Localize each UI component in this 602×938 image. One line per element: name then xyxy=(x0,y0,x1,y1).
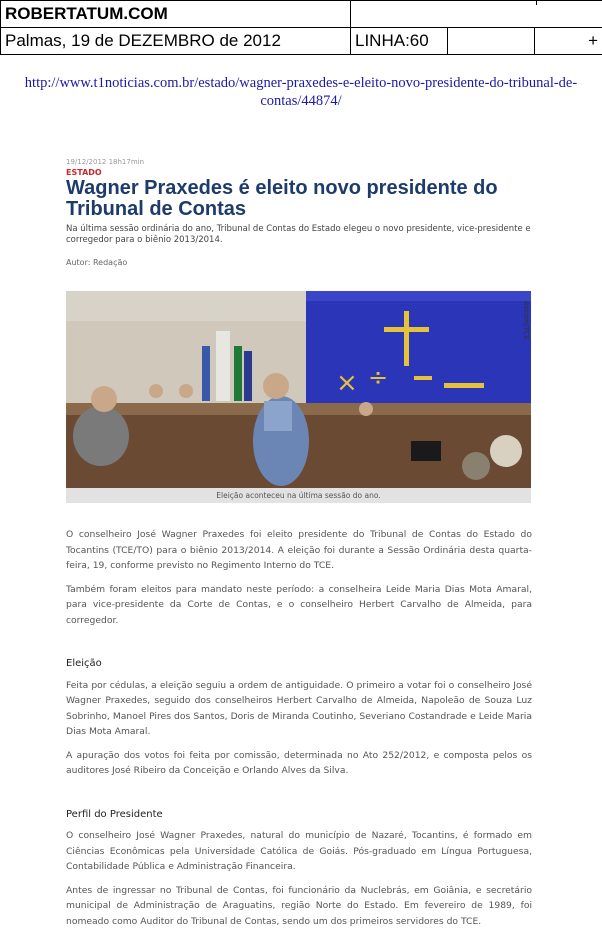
header-empty-cell xyxy=(351,1,602,28)
heading-perfil: Perfil do Presidente xyxy=(66,808,163,820)
article-author: Autor: Redação xyxy=(66,258,128,267)
article-header xyxy=(66,158,532,267)
site-name: ROBERTATUM.COM xyxy=(1,1,351,28)
svg-text:÷: ÷ xyxy=(368,363,389,391)
paragraph: O conselheiro José Wagner Praxedes, natural do município de Nazaré, Tocantins, é formado em Ciências Econômicas pela Universidade Católica de Goiás. Pós-graduado em Língua Portuguesa, Contabilidade Pública e Administração Financeira. xyxy=(66,830,532,872)
photo-caption: Eleição aconteceu na última sessão do ano. xyxy=(66,488,531,503)
article-title: Wagner Praxedes é eleito novo presidente do Tribunal de Contas xyxy=(66,177,498,220)
article-subtitle: Na última sessão ordinária do ano, Tribunal de Contas do Estado elegeu o novo presidente, vice-presidente e corregedor para o biênio 2013/2014. xyxy=(66,224,531,245)
article-figure xyxy=(66,291,531,503)
article-timestamp: 19/12/2012 18h17min xyxy=(66,158,145,166)
header-blank-cell xyxy=(448,28,535,55)
header-date: Palmas, 19 de DEZEMBRO de 2012 xyxy=(1,28,351,55)
article-section: ESTADO xyxy=(66,168,102,177)
paragraph: O conselheiro José Wagner Praxedes foi eleito presidente do Tribunal de Contas do Estado do Tocantins (TCE/TO) para o biênio 2013/2014. A eleição foi durante a Sessão Ordinária desta quarta-feira, 19, conforme previsto no Regimento Interno do TCE. xyxy=(66,529,532,571)
header-plus: + xyxy=(535,28,602,55)
header-table xyxy=(0,0,602,55)
paragraph: Feita por cédulas, a eleição seguiu a ordem de antiguidade. O primeiro a votar foi o conselheiro José Wagner Praxedes, seguido dos conselheiros Herbert Carvalho de Almeida, Napoleão de Souza Luz Sobrinho, Manoel Pires dos Santos, Doris de Miranda Coutinho, Severiano Costandrade e Leide Maria Dias Mota Amaral. xyxy=(66,679,532,737)
article-photo xyxy=(66,291,531,488)
source-url[interactable] xyxy=(0,74,602,110)
paragraph: Antes de ingressar no Tribunal de Contas, foi funcionário da Nuclebrás, em Goiânia, e secretário municipal de Administração de Araguatins, região Norte do Estado. Em fevereiro de 1989, foi nomeado como Auditor do Tribunal de Contas, sendo um dos primeiros servidores do TCE. xyxy=(66,884,532,927)
svg-text:×: × xyxy=(336,368,358,398)
article-body xyxy=(66,527,532,937)
paragraph: Também foram eleitos para mandato neste período: a conselheira Leide Maria Dias Mota Amaral, para vice-presidente da Corte de Contas, e o conselheiro Herbert Carvalho de Almeida, para corregedor. xyxy=(66,583,532,626)
paragraph: A apuração dos votos foi feita por comissão, determinada no Ato 252/2012, e composta pelos os auditores José Ribeiro da Conceição e Orlando Alves da Silva. xyxy=(66,749,532,776)
header-linha: LINHA:60 xyxy=(351,28,448,55)
photo-credit: Ascom/TCE xyxy=(522,301,530,340)
source-url-link[interactable]: http://www.t1noticias.com.br/estado/wagner-praxedes-e-eleito-novo-presidente-do-tribunal-de-contas/44874/ xyxy=(24,75,578,109)
heading-eleicao: Eleição xyxy=(66,658,102,669)
